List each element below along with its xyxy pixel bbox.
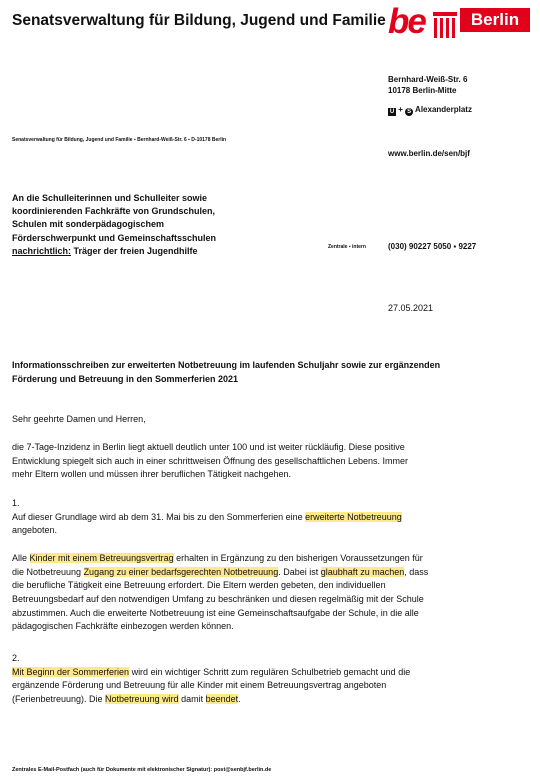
subject-line: Förderung und Betreuung in den Sommerferien 2021 <box>12 373 239 384</box>
subject-line: Informationsschreiben zur erweiterten Notbetreuung im laufenden Schuljahr sowie zur ergänzenden <box>12 360 441 370</box>
text-line: abzustimmen. Auch die erweiterte Notbetreuung ist eine Gemeinschaftsaufgabe der Schule, in die alle <box>12 607 419 618</box>
text-run: wird ein wichtiger Schritt zum regulären Schulbetrieb gemacht und die <box>129 666 411 677</box>
text-run: die Notbetreuung <box>12 566 84 577</box>
text-line <box>12 552 428 566</box>
text-line <box>12 511 428 525</box>
highlighted-text: Zugang zu einer bedarfsgerechten Notbetreuung <box>83 566 279 577</box>
section-number: 1. <box>12 498 20 508</box>
footer-email: Zentrales E-Mail-Postfach (auch für Dokumente mit elektronischer Signatur): post@senbjf.berlin.de <box>12 767 272 773</box>
brandenburg-gate-icon <box>432 10 458 40</box>
s-bahn-icon: S <box>407 109 412 115</box>
text-line <box>12 566 428 580</box>
text-run: . Dabei ist <box>278 566 321 577</box>
text-line: ergänzende Förderung und Betreuung für alle Kinder mit einem Betreuungsvertrag angeboten <box>12 680 387 691</box>
recipient-line: Förderschwerpunkt und Gemeinschaftsschulen <box>12 232 217 243</box>
text-run: Auf dieser Grundlage wird ab dem 31. Mai bis zu den Sommerferien eine <box>12 511 306 522</box>
highlighted-text: Mit Beginn der Sommerferien <box>12 666 130 677</box>
highlighted-text: erweiterte Notbetreuung <box>305 511 402 522</box>
letter-header-title: Senatsverwaltung für Bildung, Jugend und Familie <box>12 12 386 29</box>
text-line: angeboten. <box>12 525 58 536</box>
section-number: 2. <box>12 653 20 663</box>
highlighted-text: Notbetreuung wird <box>105 694 179 705</box>
text-line <box>12 666 410 680</box>
phone-label: Zentrale ▪ intern <box>328 244 366 250</box>
section-1 <box>12 497 428 634</box>
logo-be: be <box>388 2 425 41</box>
salutation: Sehr geehrte Damen und Herren, <box>12 414 146 424</box>
recipient-block <box>12 192 216 258</box>
highlighted-text: Kinder mit einem Betreuungsvertrag <box>29 552 174 563</box>
cc-text: Träger der freien Jugendhilfe <box>71 245 198 256</box>
text-line: die 7-Tage-Inzidenz in Berlin liegt aktuell deutlich unter 100 und ist weiter rückläufig. Diese positive <box>12 442 405 452</box>
transit-station: Alexanderplatz <box>413 105 472 114</box>
text-run: . <box>238 694 241 705</box>
u-bahn-icon: U <box>389 109 395 115</box>
recipient-line: Schulen mit sonderpädagogischem <box>12 219 165 230</box>
transit-plus: + <box>396 105 406 114</box>
highlighted-text: glaubhaft zu machen <box>320 566 405 577</box>
text-run: , dass <box>404 566 429 577</box>
transit-info <box>388 104 472 116</box>
text-line: mehr Eltern wollen und müssen ihrer beruflichen Tätigkeit nachgehen. <box>12 469 291 480</box>
text-run: (Ferienbetreuung). Die <box>12 694 106 705</box>
logo-berlin: Berlin <box>460 8 530 32</box>
berlin-logo <box>388 2 538 46</box>
website-link[interactable]: www.berlin.de/sen/bjf <box>388 149 470 158</box>
cc-label: nachrichtlich: <box>12 245 72 256</box>
text-line: Entwicklung spiegelt sich auch in einer schrittweisen Öffnung des gesellschaftlichen Lebens. Immer <box>12 455 409 466</box>
sender-line: Senatsverwaltung für Bildung, Jugend und Familie ▪ Bernhard-Weiß-Str. 6 ▪ D-10178 Berlin <box>12 137 227 143</box>
recipient-line: An die Schulleiterinnen und Schulleiter sowie <box>12 193 208 203</box>
text-run: damit <box>178 694 206 705</box>
section-2 <box>12 652 410 707</box>
recipient-line: koordinierenden Fachkräfte von Grundschulen, <box>12 206 216 217</box>
text-line: die berufliche Tätigkeit eine Betreuung erfordert. Die Eltern werden gebeten, den individuellen <box>12 580 386 591</box>
address-street: Bernhard-Weiß-Str. 6 <box>388 75 468 84</box>
intro-paragraph <box>12 441 408 482</box>
text-line: Betreuungsbedarf auf den notwendigen Umfang zu beschränken und diesen regelmäßig mit der Schule <box>12 593 424 604</box>
text-line: pädagogischen Fachkräfte einbezogen werden können. <box>12 621 234 632</box>
text-run: Alle <box>12 552 30 563</box>
letter-date: 27.05.2021 <box>388 303 434 313</box>
address-city: 10178 Berlin-Mitte <box>388 86 457 95</box>
subject <box>12 359 440 386</box>
text-line <box>12 693 410 707</box>
cc-line <box>12 245 216 258</box>
phone-number: (030) 90227 5050 ▪ 9227 <box>388 242 477 251</box>
highlighted-text: beendet <box>205 694 239 705</box>
text-run: erhalten in Ergänzung zu den bisherigen Voraussetzungen für <box>173 552 423 563</box>
